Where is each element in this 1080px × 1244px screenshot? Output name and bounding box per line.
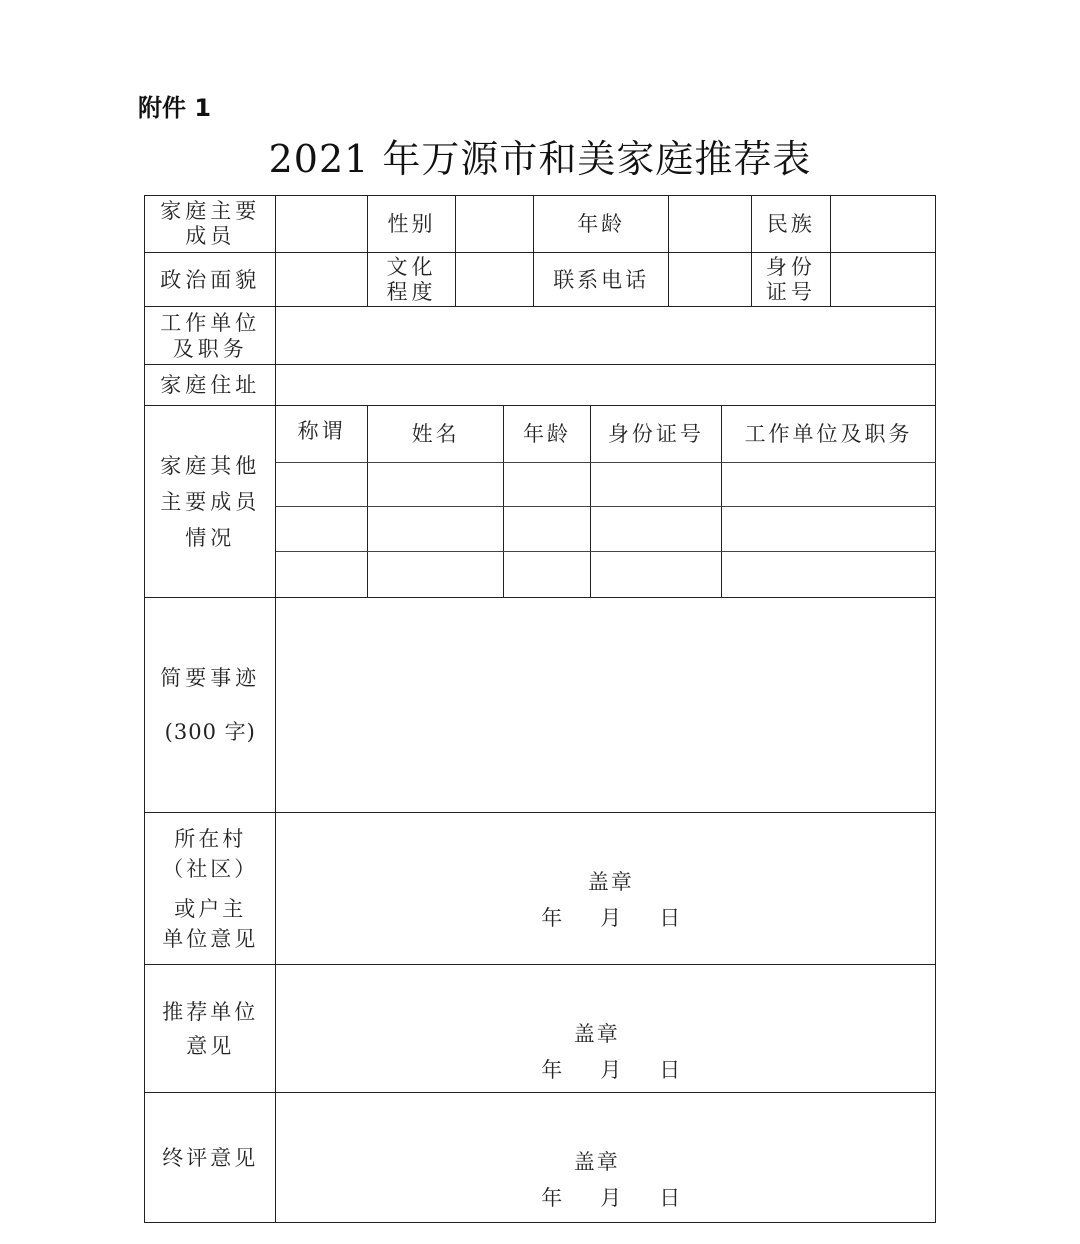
village-opinion-input[interactable] — [276, 813, 936, 965]
col-header-work: 工作单位及职务 — [722, 406, 936, 463]
deeds-label-cell — [145, 598, 276, 813]
attachment-label: 附件 1 — [138, 94, 212, 122]
other-members-label-line3: 情况 — [185, 525, 236, 550]
education-label-cell — [367, 253, 455, 307]
recommend-stamp-label: 盖章 — [573, 1022, 620, 1046]
village-label-line3: 或户主 — [174, 896, 247, 921]
work-label-cell — [145, 307, 276, 365]
village-label-line2: （社区） — [162, 856, 259, 881]
row-other-members-header — [145, 406, 936, 463]
col-header-relation: 称谓 — [276, 406, 367, 463]
member-age-input[interactable] — [504, 463, 590, 507]
political-label: 政治面貌 — [145, 253, 276, 307]
deeds-input[interactable] — [276, 598, 936, 813]
id-input[interactable] — [830, 253, 935, 307]
final-month-label: 月 — [600, 1186, 622, 1210]
other-members-label-line1: 家庭其他 — [160, 453, 261, 478]
final-day-label: 日 — [659, 1186, 681, 1210]
recommend-label-line1: 推荐单位 — [162, 999, 259, 1024]
phone-input[interactable] — [668, 253, 751, 307]
member-work-input[interactable] — [722, 507, 936, 552]
village-label-line1: 所在村 — [174, 826, 247, 851]
member-id-input[interactable] — [590, 552, 721, 598]
recommend-label-cell — [145, 965, 276, 1093]
id-label-line1: 身份 — [765, 254, 816, 279]
col-header-age: 年龄 — [504, 406, 590, 463]
row-deeds — [145, 598, 936, 813]
recommend-day-label: 日 — [659, 1058, 681, 1082]
row-village-opinion — [145, 813, 936, 965]
final-seal-block — [276, 1149, 935, 1211]
other-members-label-line2: 主要成员 — [160, 489, 261, 514]
gender-input[interactable] — [456, 196, 534, 253]
member-id-input[interactable] — [590, 507, 721, 552]
deeds-note: (300 字) — [164, 720, 256, 744]
page-title — [0, 128, 1080, 183]
other-members-label-cell — [145, 406, 276, 598]
education-label-line1: 文化 — [386, 254, 437, 279]
row-final-opinion — [145, 1093, 936, 1223]
row-political — [145, 253, 936, 307]
member-work-input[interactable] — [722, 552, 936, 598]
id-label-line2: 证号 — [765, 279, 816, 304]
gender-label: 性别 — [367, 196, 455, 253]
member-relation-input[interactable] — [276, 507, 367, 552]
work-label-line1: 工作单位 — [160, 310, 261, 335]
member-name-input[interactable] — [367, 507, 504, 552]
col-header-name: 姓名 — [367, 406, 504, 463]
recommend-month-label: 月 — [600, 1058, 622, 1082]
work-unit-input[interactable] — [276, 307, 936, 365]
village-label-cell — [145, 813, 276, 965]
col-header-id: 身份证号 — [590, 406, 721, 463]
village-year-label: 年 — [541, 906, 563, 930]
village-month-label: 月 — [600, 906, 622, 930]
recommend-opinion-input[interactable] — [276, 965, 936, 1093]
village-seal-block — [276, 869, 935, 931]
village-label-line4: 单位意见 — [162, 926, 259, 951]
village-day-label: 日 — [659, 906, 681, 930]
recommend-date — [286, 1057, 935, 1083]
member-name-input[interactable] — [367, 463, 504, 507]
title-text: 2021 年万源市和美家庭推荐表 — [268, 137, 812, 181]
recommend-seal-block — [276, 1021, 935, 1083]
phone-label: 联系电话 — [534, 253, 669, 307]
member-name-input[interactable] — [276, 196, 367, 253]
row-main-member — [145, 196, 936, 253]
final-date — [286, 1185, 935, 1211]
village-date — [286, 905, 935, 931]
member-name-input[interactable] — [367, 552, 504, 598]
work-label-line2: 及职务 — [172, 336, 248, 361]
ethnicity-label: 民族 — [752, 196, 830, 253]
final-stamp-label: 盖章 — [573, 1150, 620, 1174]
row-address — [145, 365, 936, 406]
deeds-label: 简要事迹 — [160, 666, 261, 690]
final-label: 终评意见 — [162, 1145, 259, 1170]
recommend-year-label: 年 — [541, 1058, 563, 1082]
member-relation-input[interactable] — [276, 552, 367, 598]
member-label-cell — [145, 196, 276, 253]
age-input[interactable] — [668, 196, 751, 253]
ethnicity-input[interactable] — [830, 196, 935, 253]
row-recommend-opinion — [145, 965, 936, 1093]
age-label: 年龄 — [534, 196, 669, 253]
final-opinion-input[interactable] — [276, 1093, 936, 1223]
row-work-unit — [145, 307, 936, 365]
final-year-label: 年 — [541, 1186, 563, 1210]
member-age-input[interactable] — [504, 552, 590, 598]
education-label-line2: 程度 — [386, 279, 437, 304]
member-label-line1: 家庭主要 — [160, 199, 261, 223]
member-label-line2: 成员 — [185, 224, 236, 248]
village-stamp-label: 盖章 — [587, 870, 634, 894]
member-work-input[interactable] — [722, 463, 936, 507]
member-age-input[interactable] — [504, 507, 590, 552]
member-id-input[interactable] — [590, 463, 721, 507]
id-label-cell — [752, 253, 830, 307]
political-input[interactable] — [276, 253, 367, 307]
address-label: 家庭住址 — [145, 365, 276, 406]
recommend-label-line2: 意见 — [186, 1033, 235, 1058]
address-input[interactable] — [276, 365, 936, 406]
education-input[interactable] — [456, 253, 534, 307]
member-relation-input[interactable] — [276, 463, 367, 507]
final-label-cell — [145, 1093, 276, 1223]
recommendation-form-table — [144, 195, 936, 1223]
